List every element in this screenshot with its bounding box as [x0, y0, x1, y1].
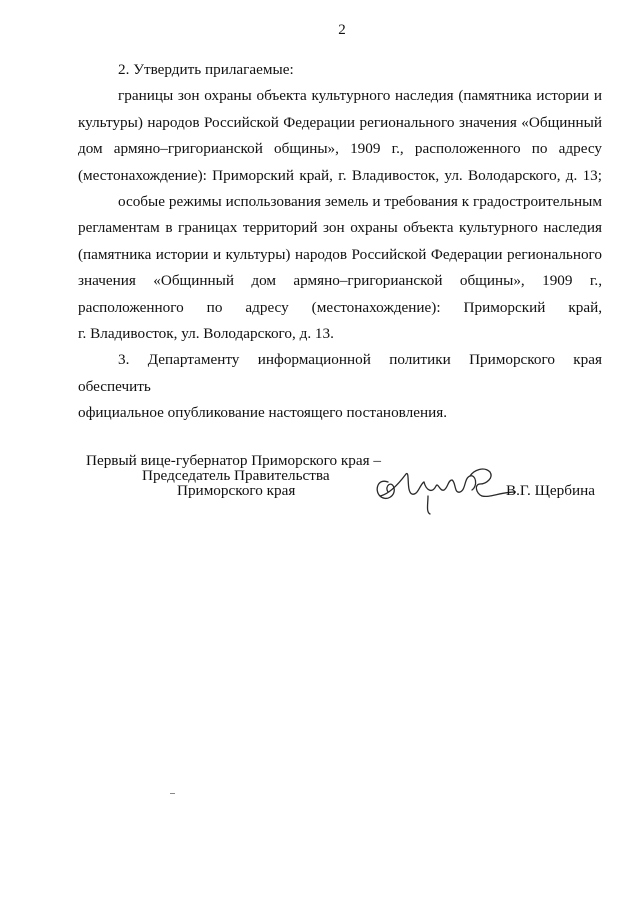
paragraph-special-regimes	[78, 189, 602, 347]
text-line: г. Владивосток, ул. Володарского, д. 13.	[78, 325, 334, 343]
paragraph-publication	[78, 347, 602, 426]
handwritten-signature	[366, 452, 516, 522]
signer-position-line3: Приморского края	[177, 482, 296, 499]
signature-stroke	[470, 469, 491, 496]
signature-block	[86, 452, 606, 522]
scan-mark	[170, 793, 175, 794]
paragraph-approve-text: 2. Утвердить прилагаемые:	[118, 61, 294, 78]
signer-position-line2: Председатель Правительства	[142, 467, 330, 484]
text-line: официальное опубликование настоящего постановления.	[78, 404, 447, 422]
paragraph-zone-boundaries	[78, 83, 602, 189]
document-body	[78, 57, 602, 427]
signature-stroke	[424, 480, 452, 490]
text-line: значения «Общинный дом армяно–григорианской общины», 1909 г.,	[78, 272, 602, 290]
text-line: (памятника истории и культуры) народов Российской Федерации регионального	[78, 245, 602, 263]
signer-position-line1: Первый вице-губернатор Приморского края –	[86, 452, 381, 469]
text-line: границы зон охраны объекта культурного наследия (памятника истории и	[118, 87, 602, 105]
text-line: расположенного по адресу (местонахождение): Приморский край,	[78, 298, 602, 316]
page-number: 2	[338, 22, 346, 38]
signer-name: В.Г. Щербина	[506, 482, 595, 499]
text-line: (местонахождение): Приморский край, г. Владивосток, ул. Володарского, д. 13;	[78, 166, 602, 184]
paragraph-approve	[78, 57, 602, 83]
text-line: особые режимы использования земель и требования к градостроительным	[118, 193, 602, 211]
signature-stroke	[452, 476, 476, 492]
signature-stroke	[428, 496, 431, 514]
text-line: регламентам в границах территорий зон охраны объекта культурного наследия	[78, 219, 602, 237]
text-line: культуры) народов Российской Федерации регионального значения «Общинный	[78, 113, 602, 131]
text-line: дом армяно–григорианской общины», 1909 г., расположенного по адресу	[78, 140, 602, 158]
signature-stroke	[380, 474, 424, 496]
text-line: 3. Департаменту информационной политики Приморского края обеспечить	[78, 351, 602, 395]
